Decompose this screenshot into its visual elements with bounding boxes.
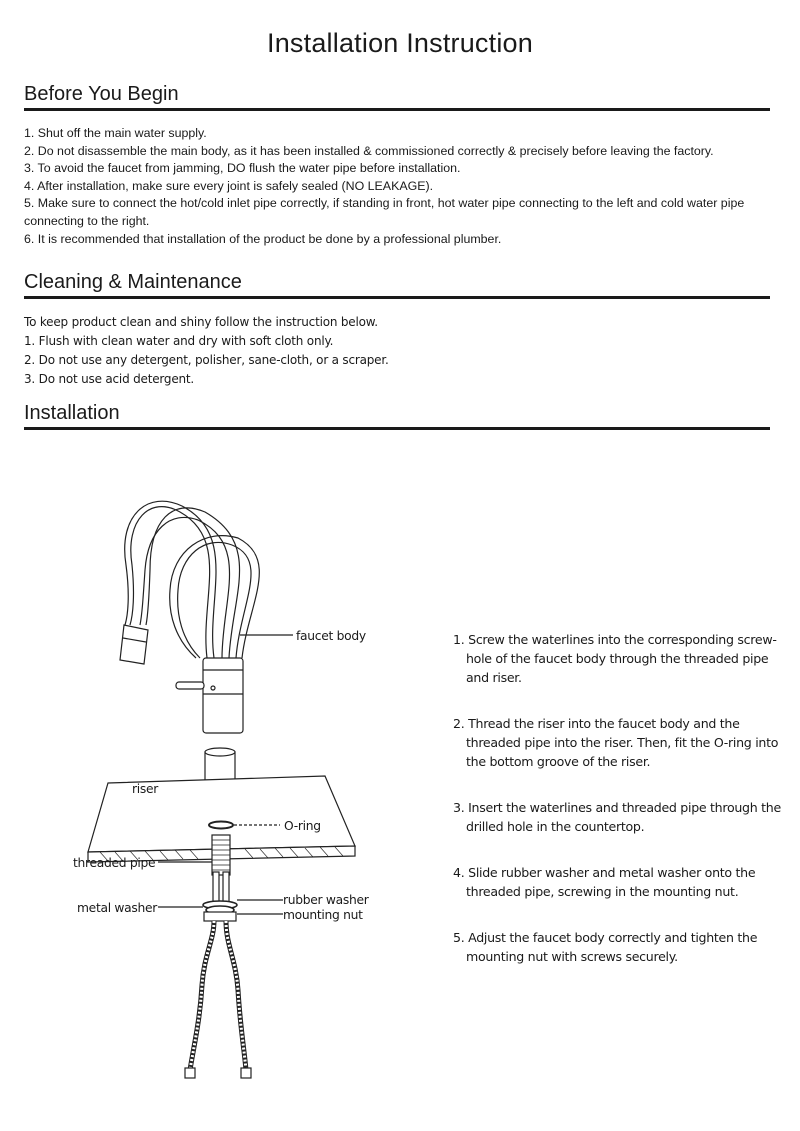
list-item: 1. Flush with clean water and dry with soft cloth only. [24, 334, 334, 348]
label-faucet-body: faucet body [296, 629, 366, 643]
label-rubber-washer: rubber washer [283, 893, 369, 907]
label-o-ring: O-ring [284, 819, 321, 833]
section-divider [24, 427, 770, 430]
section-heading-cleaning-maintenance: Cleaning & Maintenance [24, 271, 242, 293]
list-item: 2. Do not use any detergent, polisher, sane-cloth, or a scraper. [24, 353, 389, 367]
list-item: 3. Do not use acid detergent. [24, 372, 195, 386]
label-threaded-pipe: threaded pipe [73, 856, 156, 870]
hose-stems [213, 872, 229, 902]
list-item: 2. Do not disassemble the main body, as it has been installed & commissioned correctly & precisely before leaving the factory. [24, 143, 714, 158]
installation-step: 3. Insert the waterlines and threaded pipe through the drilled hole in the countertop. [453, 800, 781, 834]
installation-step: 5. Adjust the faucet body correctly and tighten the mounting nut with screws securely. [453, 930, 758, 964]
before-you-begin-list [24, 125, 779, 248]
list-item: 3. To avoid the faucet from jamming, DO flush the water pipe before installation. [24, 161, 461, 176]
washer-nut-drawing [158, 900, 283, 921]
cleaning-list [24, 313, 624, 389]
list-item: 6. It is recommended that installation of the product be done by a professional plumber. [24, 231, 502, 246]
installation-step: 2. Thread the riser into the faucet body and the threaded pipe into the riser. Then, fit the O-ring into the bottom groove of the riser. [453, 716, 779, 769]
spray-head [120, 625, 148, 664]
label-mounting-nut: mounting nut [283, 908, 363, 922]
label-riser: riser [132, 782, 158, 796]
installation-steps [453, 630, 783, 993]
section-divider [24, 296, 770, 299]
installation-step: 1. Screw the waterlines into the corresponding screw-hole of the faucet body through the threaded pipe and riser. [453, 632, 777, 685]
page-title: Installation Instruction [267, 28, 533, 58]
list-item: 5. Make sure to connect the hot/cold inlet pipe correctly, if standing in front, hot water pipe connecting to the left and cold water pipe connecting to the right. [24, 196, 745, 228]
list-item: 4. After installation, make sure every joint is safely sealed (NO LEAKAGE). [24, 178, 434, 193]
label-metal-washer: metal washer [77, 901, 158, 915]
section-heading-before-you-begin: Before You Begin [24, 83, 179, 105]
section-heading-installation: Installation [24, 402, 120, 424]
faucet-installation-diagram [60, 490, 400, 1090]
section-divider [24, 108, 770, 111]
waterline-hoses [185, 921, 251, 1078]
cleaning-intro: To keep product clean and shiny follow the instruction below. [24, 315, 378, 329]
installation-step: 4. Slide rubber washer and metal washer onto the threaded pipe, screwing in the mounting nut. [453, 865, 756, 899]
list-item: 1. Shut off the main water supply. [24, 126, 207, 140]
